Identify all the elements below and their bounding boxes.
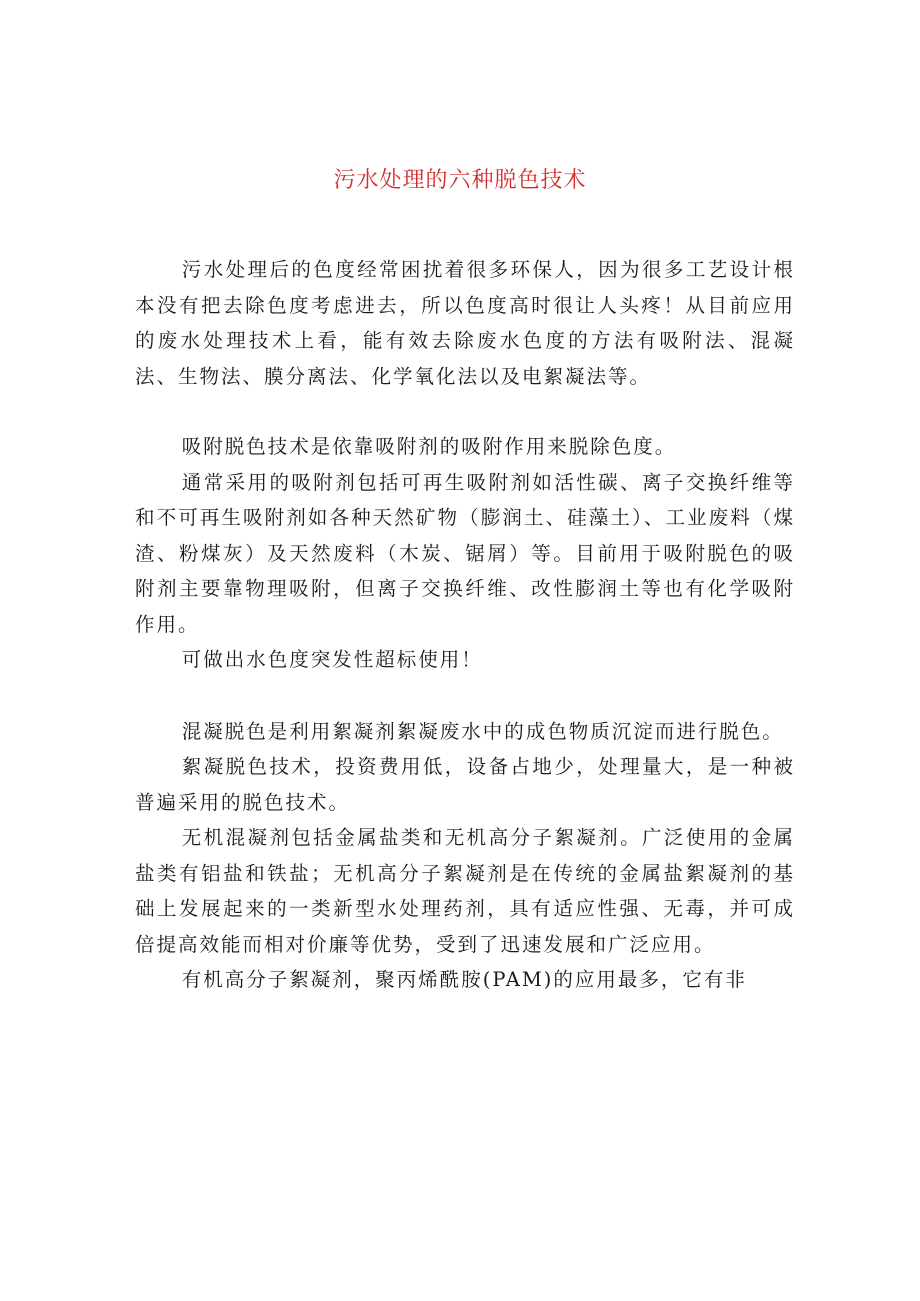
paragraph-inorganic-coagulants: 无机混凝剂包括金属盐类和无机高分子絮凝剂。广泛使用的金属盐类有铝盐和铁盐；无机高分子絮凝剂是在传统的金属盐絮凝剂的基础上发展起来的一类新型水处理药剂，具有适应性强、无毒，并可成倍提高效能而相对价廉等优势，受到了迅速发展和广泛应用。 bbox=[135, 826, 795, 956]
paragraph-organic-flocculants: 有机高分子絮凝剂，聚丙烯酰胺(PAM)的应用最多，它有非 bbox=[181, 968, 747, 991]
paragraph-adsorbents: 通常采用的吸附剂包括可再生吸附剂如活性碳、离子交换纤维等和不可再生吸附剂如各种天然矿物（膨润土、硅藻土）、工业废料（煤渣、粉煤灰）及天然废料（木炭、锯屑）等。目前用于吸附脱色的吸附剂主要靠物理吸附，但离子交换纤维、改性膨润土等也有化学吸附作用。 bbox=[135, 470, 795, 636]
paragraph-gap bbox=[135, 678, 795, 714]
document-body bbox=[135, 252, 795, 998]
paragraph-gap bbox=[135, 394, 795, 429]
paragraph-coagulation-lead: 混凝脱色是利用絮凝剂絮凝废水中的成色物质沉淀而进行脱色。 bbox=[181, 719, 784, 743]
paragraph-adsorption-note: 可做出水色度突发性超标使用！ bbox=[181, 648, 483, 671]
paragraph-adsorption-lead: 吸附脱色技术是依靠吸附剂的吸附作用来脱除色度。 bbox=[181, 435, 677, 458]
document-title: 污水处理的六种脱色技术 bbox=[333, 168, 587, 193]
paragraph-intro: 污水处理后的色度经常困扰着很多环保人，因为很多工艺设计根本没有把去除色度考虑进去，所以色度高时很让人头疼！从目前应用的废水处理技术上看，能有效去除废水色度的方法有吸附法、混凝法、生物法、膜分离法、化学氧化法以及电絮凝法等。 bbox=[135, 258, 795, 388]
paragraph-flocculation: 絮凝脱色技术，投资费用低，设备占地少，处理量大，是一种被普遍采用的脱色技术。 bbox=[135, 755, 795, 814]
